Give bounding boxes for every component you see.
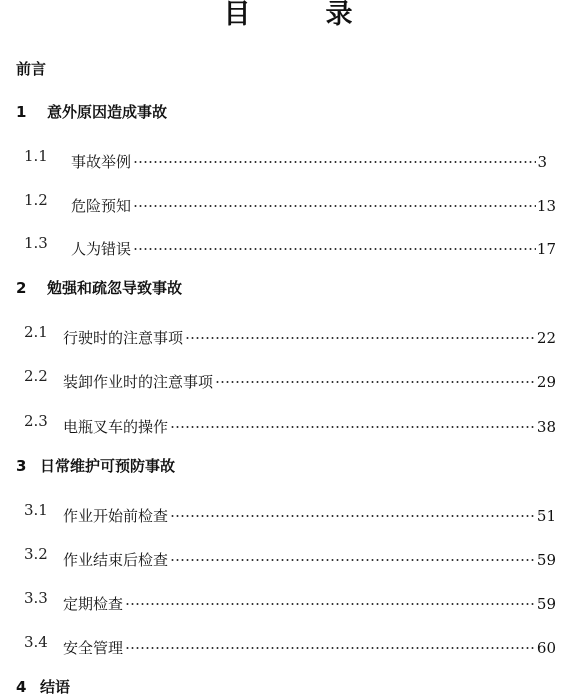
dot-leader (170, 410, 536, 432)
section-page-number: 60 (536, 639, 556, 657)
chapter-title: 勉强和疏忽导致事故 (47, 279, 183, 297)
dot-leader (170, 499, 536, 521)
section-page-number: 22 (536, 329, 556, 347)
dot-leader (133, 145, 536, 167)
section-number: 2.2 (24, 367, 48, 385)
dot-leader (125, 587, 536, 609)
toc-section-row[interactable] (0, 587, 578, 613)
section-title: 装卸作业时的注意事项 (63, 373, 214, 391)
chapter-title: 日常维护可预防事故 (40, 457, 176, 475)
chapter-number: 2 (16, 279, 27, 297)
toc-section-row[interactable] (0, 543, 578, 569)
toc-section-row[interactable] (0, 410, 578, 436)
section-title: 危险预知 (71, 197, 132, 215)
section-page-number: 59 (536, 551, 556, 569)
section-number: 3.2 (24, 545, 48, 563)
toc-section-row[interactable] (0, 631, 578, 657)
section-title: 作业结束后检查 (63, 551, 169, 569)
toc-section-row[interactable] (0, 499, 578, 525)
section-title: 事故举例 (71, 153, 132, 171)
section-title: 人为错误 (71, 240, 132, 258)
toc-section-row[interactable] (0, 145, 578, 171)
page-title: 目 录 (223, 0, 377, 30)
dot-leader (215, 365, 536, 387)
section-number: 3.1 (24, 501, 48, 519)
section-title: 作业开始前检查 (63, 507, 169, 525)
section-page-number: 51 (536, 507, 556, 525)
section-page-number: 3 (537, 153, 547, 171)
section-number: 1.1 (24, 147, 48, 165)
section-page-number: 29 (536, 373, 556, 391)
toc-preface-label: 前言 (16, 60, 47, 78)
section-number: 3.3 (24, 589, 48, 607)
chapter-title: 意外原因造成事故 (47, 103, 168, 121)
toc-preface-row[interactable] (0, 58, 578, 80)
chapter-title: 结语 (40, 678, 71, 696)
dot-leader (185, 321, 536, 343)
section-number: 2.1 (24, 323, 48, 341)
dot-leader (133, 232, 536, 254)
toc-section-row[interactable] (0, 365, 578, 391)
toc-section-row[interactable] (0, 189, 578, 215)
section-page-number: 38 (536, 418, 556, 436)
dot-leader (125, 631, 536, 653)
section-title: 定期检查 (63, 595, 124, 613)
section-number: 2.3 (24, 412, 48, 430)
toc-chapter-row[interactable] (0, 101, 578, 123)
section-title: 电瓶叉车的操作 (63, 418, 169, 436)
section-page-number: 17 (536, 240, 556, 258)
toc-section-row[interactable] (0, 321, 578, 347)
toc-chapter-row[interactable] (0, 277, 578, 299)
section-number: 1.3 (24, 234, 48, 252)
toc-chapter-row[interactable] (0, 455, 578, 477)
dot-leader (133, 189, 536, 211)
section-title: 安全管理 (63, 639, 124, 657)
section-number: 1.2 (24, 191, 48, 209)
chapter-number: 1 (16, 103, 27, 121)
toc-chapter-row[interactable] (0, 676, 578, 698)
toc-section-row[interactable] (0, 232, 578, 258)
section-number: 3.4 (24, 633, 48, 651)
dot-leader (170, 543, 536, 565)
chapter-number: 4 (16, 678, 27, 696)
chapter-number: 3 (16, 457, 27, 475)
section-title: 行驶时的注意事项 (63, 329, 184, 347)
section-page-number: 13 (536, 197, 556, 215)
section-page-number: 59 (536, 595, 556, 613)
